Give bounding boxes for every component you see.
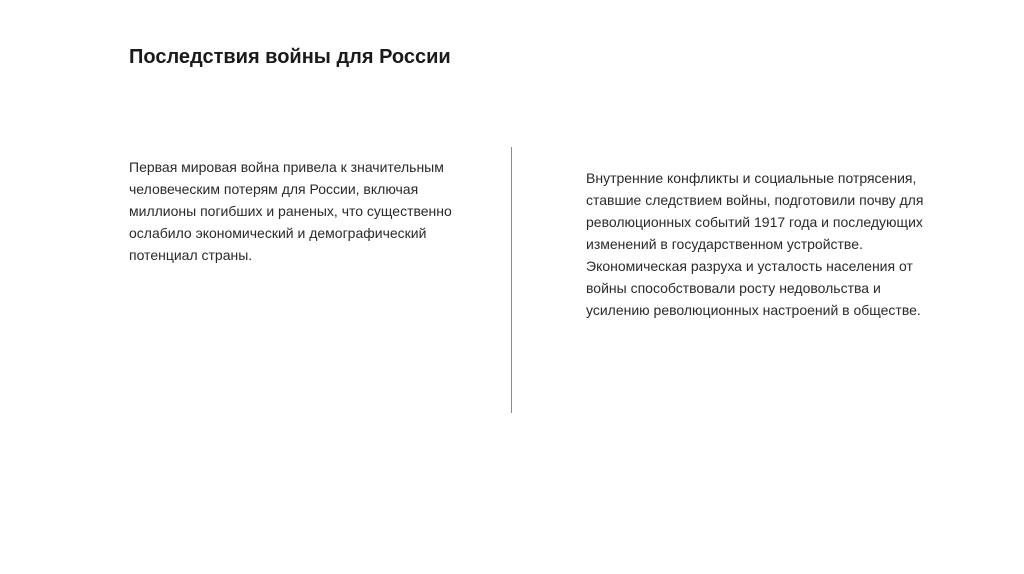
column-divider [511, 147, 512, 413]
left-column-text: Первая мировая война привела к значительным человеческим потерям для России, включая миллионы погибших и раненых, что существенно ослабило экономический и демографический потенциал страны. [129, 159, 452, 263]
slide-title: Последствия войны для России [129, 46, 451, 68]
right-column-text: Внутренние конфликты и социальные потрясения, ставшие следствием войны, подготовили почву для революционных событий 1917 года и последующих изменений в государственном устройстве. Экономическая разруха и усталость населения от войны способствовали росту недовольства и усилению революционных настроений в обществе. [586, 170, 924, 318]
